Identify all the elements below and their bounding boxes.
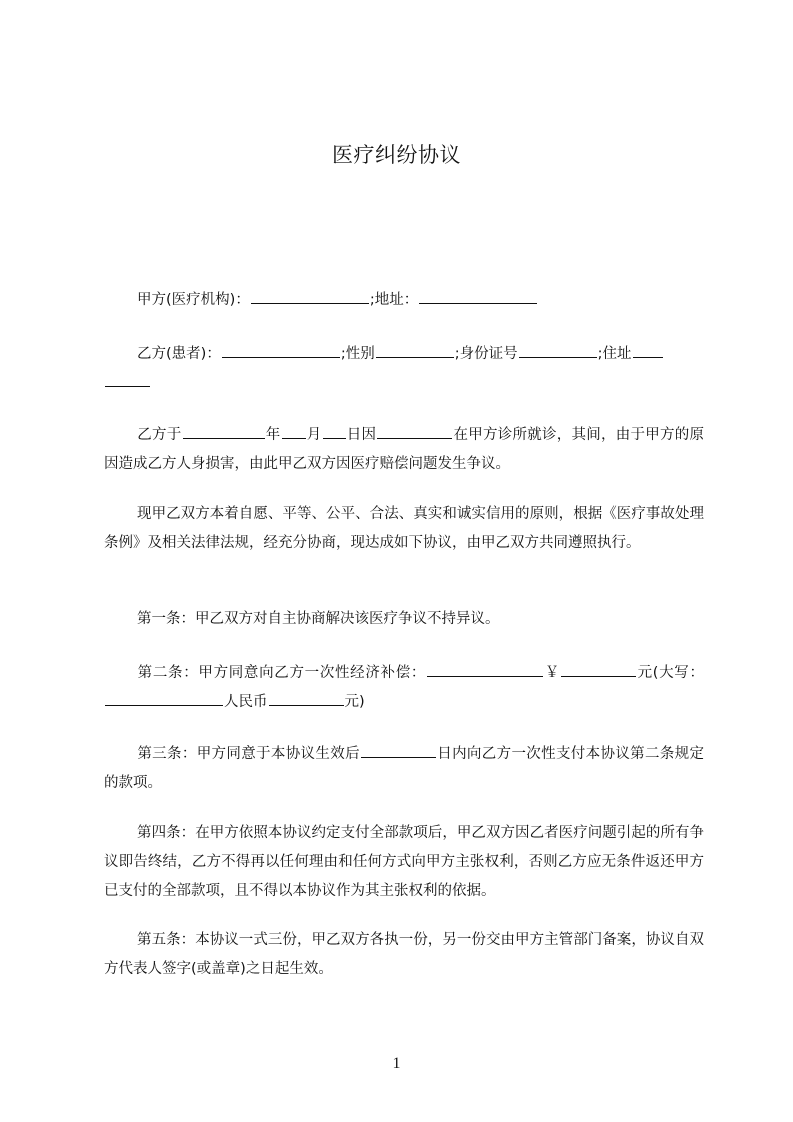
party-b-name-blank[interactable] (222, 342, 340, 358)
party-b-line (104, 340, 704, 398)
article-4 (104, 819, 704, 906)
party-a-label: 甲方(医疗机构)： (137, 292, 250, 308)
incident-suffix: 在甲方诊所就诊，其间，由于甲方的原因造成乙方人身损害，由此甲乙双方因医疗赔偿问题发生争议。 (104, 427, 704, 472)
article-5 (104, 926, 704, 984)
party-b-gender-blank[interactable] (376, 342, 454, 358)
article-1 (104, 605, 704, 634)
article-3 (104, 740, 704, 798)
document-title: 医疗纠纷协议 (332, 143, 461, 167)
article-1-text: 第一条：甲乙双方对自主协商解决该医疗争议不持异议。 (137, 611, 500, 627)
article-5-text: 第五条：本协议一式三份，甲乙双方各执一份，另一份交由甲方主管部门备案，协议自双方代表人签字(或盖章)之日起生效。 (104, 932, 704, 977)
preamble-paragraph (104, 500, 704, 558)
party-a-line (104, 286, 704, 315)
article-4-text: 第四条：在甲方依照本协议约定支付全部款项后，甲乙双方因乙者医疗问题引起的所有争议即告终结，乙方不得再以任何理由和任何方式向甲方主张权利，否则乙方应无条件返还甲方已支付的全部款项，且不得以本协议作为其主张权利的依据。 (104, 825, 704, 899)
incident-year-blank[interactable] (183, 423, 265, 439)
party-b-label: 乙方(患者)： (137, 346, 221, 362)
article-2-yen-blank[interactable] (561, 661, 636, 677)
article-2-daxie-blank[interactable] (105, 690, 223, 706)
article-2-yuan-close: 元) (344, 694, 365, 710)
party-a-name-blank[interactable] (251, 288, 369, 304)
party-b-address-label: ;住址 (597, 346, 632, 362)
incident-prefix: 乙方于 (137, 427, 182, 443)
party-b-address-blank-1[interactable] (633, 342, 663, 358)
article-2-rmb: 人民币 (224, 694, 268, 710)
incident-paragraph (104, 421, 704, 479)
party-a-address-label: ;地址： (369, 292, 419, 308)
article-2-yen: ￥ (544, 665, 560, 681)
party-b-address-blank-2[interactable] (105, 371, 150, 387)
party-a-address-blank[interactable] (419, 288, 537, 304)
party-b-id-blank[interactable] (519, 342, 597, 358)
article-2 (104, 659, 704, 717)
incident-month-label: 月 (306, 427, 322, 443)
article-3-days-blank[interactable] (361, 742, 436, 758)
article-2-prefix: 第二条：甲方同意向乙方一次性经济补偿： (137, 665, 427, 681)
party-b-gender-label: ;性别 (340, 346, 375, 362)
article-2-amount-blank[interactable] (427, 661, 543, 677)
incident-cause-blank[interactable] (377, 423, 452, 439)
party-b-id-label: ;身份证号 (454, 346, 518, 362)
article-3-suffix: 日内向乙方一次性支付本协议第二条规定的款项。 (104, 746, 705, 791)
incident-day-blank[interactable] (323, 423, 346, 439)
article-3-prefix: 第三条：甲方同意于本协议生效后 (137, 746, 360, 762)
article-2-rmb-blank[interactable] (269, 690, 344, 706)
incident-month-blank[interactable] (282, 423, 306, 439)
article-2-yuan-daxie: 元(大写： (636, 665, 704, 681)
page-number: 1 (392, 1055, 401, 1072)
incident-year-label: 年 (265, 427, 281, 443)
incident-day-label: 日因 (346, 427, 377, 443)
preamble-text: 现甲乙双方本着自愿、平等、公平、合法、真实和诚实信用的原则，根据《医疗事故处理条例》及相关法律法规，经充分协商，现达成如下协议，由甲乙双方共同遵照执行。 (104, 506, 704, 551)
